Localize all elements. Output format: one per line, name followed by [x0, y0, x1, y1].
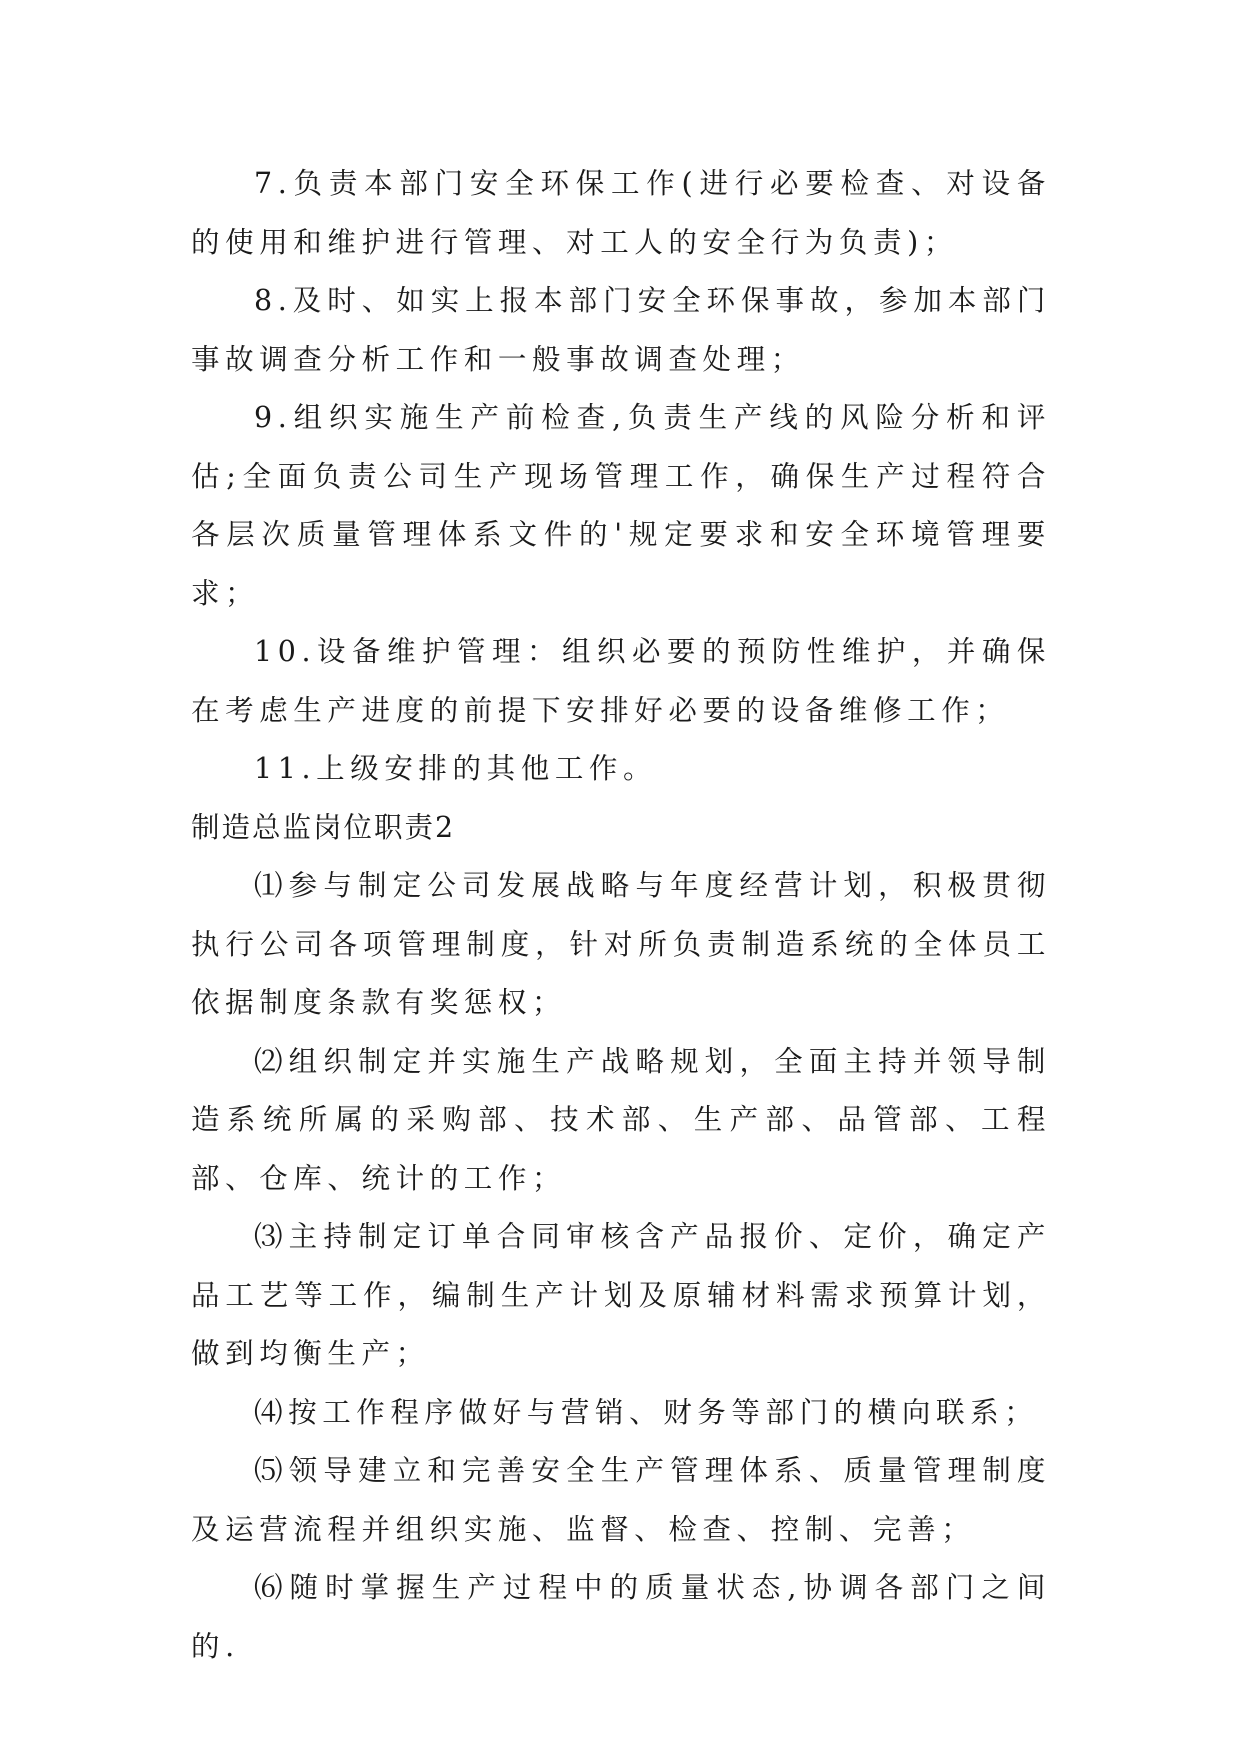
- document-body: [191, 155, 1051, 1676]
- duty-item-2: ⑵组织制定并实施生产战略规划，全面主持并领导制造系统所属的采购部、技术部、生产部、品管部、工程部、仓库、统计的工作；: [191, 1044, 1051, 1195]
- duty-item-5: ⑸领导建立和完善安全生产管理体系、质量管理制度及运营流程并组织实施、监督、检查、控制、完善；: [191, 1454, 1051, 1546]
- duty-item-10: 10.设备维护管理：组织必要的预防性维护，并确保在考虑生产进度的前提下安排好必要的设备维修工作；: [191, 635, 1051, 727]
- duty-item-11: 11.上级安排的其他工作。: [254, 752, 658, 785]
- duty-item-8: 8.及时、如实上报本部门安全环保事故，参加本部门事故调查分析工作和一般事故调查处理；: [191, 284, 1051, 376]
- duty-item-6: ⑹随时掌握生产过程中的质量状态,协调各部门之间的.: [191, 1571, 1051, 1663]
- duty-item-4: ⑷按工作程序做好与营销、财务等部门的横向联系；: [254, 1395, 1039, 1429]
- duty-item-3: ⑶主持制定订单合同审核含产品报价、定价，确定产品工艺等工作，编制生产计划及原辅材料需求预算计划，做到均衡生产；: [191, 1220, 1051, 1370]
- duty-item-7: 7.负责本部门安全环保工作(进行必要检查、对设备的使用和维护进行管理、对工人的安全行为负责)；: [191, 167, 1051, 259]
- section-title: 制造总监岗位职责2: [191, 810, 456, 844]
- duty-item-9: 9.组织实施生产前检查,负责生产线的风险分析和评估;全面负责公司生产现场管理工作，确保生产过程符合各层次质量管理体系文件的'规定要求和安全环境管理要求；: [191, 401, 1051, 610]
- duty-item-1: ⑴参与制定公司发展战略与年度经营计划，积极贯彻执行公司各项管理制度，针对所负责制造系统的全体员工依据制度条款有奖惩权；: [191, 869, 1051, 1019]
